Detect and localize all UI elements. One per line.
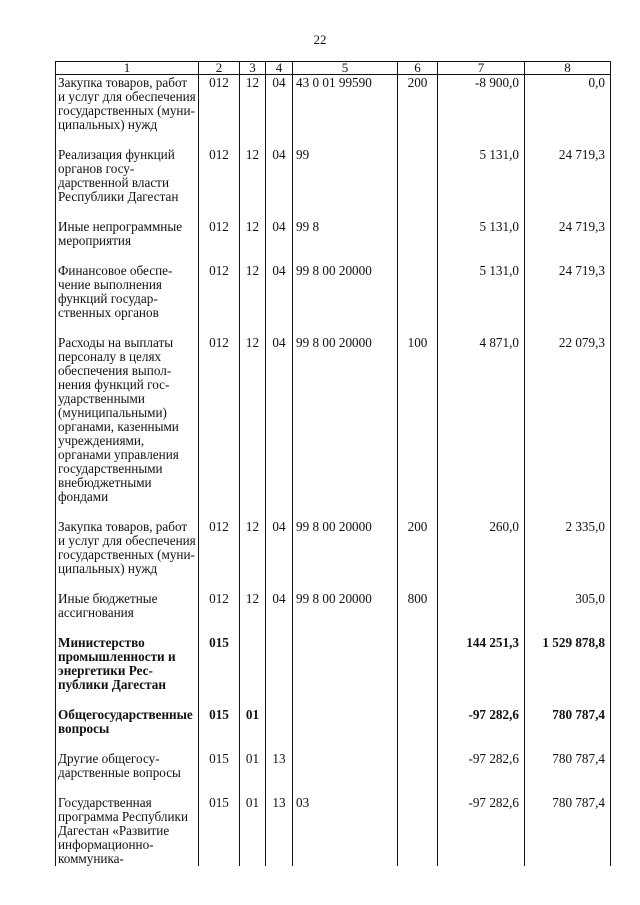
cell-col7 xyxy=(438,576,525,620)
cell-col5: 43 0 01 99590 xyxy=(293,75,398,133)
cell-col3: 12 xyxy=(240,204,266,248)
table-row xyxy=(56,132,611,204)
cell-col8: 24 719,3 xyxy=(525,204,611,248)
cell-col6 xyxy=(398,780,438,866)
cell-col6 xyxy=(398,132,438,204)
column-header: 3 xyxy=(240,62,266,75)
cell-col2: 012 xyxy=(199,75,240,133)
table-row xyxy=(56,576,611,620)
cell-col3: 01 xyxy=(240,692,266,736)
cell-col6 xyxy=(398,248,438,320)
cell-col4 xyxy=(266,620,293,692)
cell-col5: 99 xyxy=(293,132,398,204)
cell-name: Общегосударственные вопросы xyxy=(56,692,199,736)
cell-col5 xyxy=(293,620,398,692)
cell-col4: 13 xyxy=(266,736,293,780)
cell-col2: 015 xyxy=(199,780,240,866)
cell-col8: 0,0 xyxy=(525,75,611,133)
cell-col6: 800 xyxy=(398,576,438,620)
cell-name: Закупка товаров, работ и услуг для обеспечения государственных (муниципальных) нужд xyxy=(56,75,199,133)
cell-col4: 04 xyxy=(266,132,293,204)
table-body xyxy=(56,75,611,867)
cell-col8: 780 787,4 xyxy=(525,736,611,780)
cell-col6 xyxy=(398,692,438,736)
table-row xyxy=(56,780,611,866)
cell-col5: 99 8 00 20000 xyxy=(293,576,398,620)
cell-name: Иные непрограммные мероприятия xyxy=(56,204,199,248)
cell-col2: 015 xyxy=(199,692,240,736)
cell-name: Финансовое обеспечение выполнения функций государственных органов xyxy=(56,248,199,320)
cell-col2: 012 xyxy=(199,320,240,504)
column-header: 5 xyxy=(293,62,398,75)
column-header: 7 xyxy=(438,62,525,75)
cell-col4: 04 xyxy=(266,576,293,620)
page-number: 22 xyxy=(313,32,327,47)
cell-col4: 04 xyxy=(266,75,293,133)
cell-col3: 12 xyxy=(240,320,266,504)
cell-name: Закупка товаров, работ и услуг для обеспечения государственных (муниципальных) нужд xyxy=(56,504,199,576)
cell-col3: 12 xyxy=(240,248,266,320)
table-row xyxy=(56,248,611,320)
cell-name: Государственная программа Республики Дагестан «Развитие информационно-коммуника- xyxy=(56,780,199,866)
cell-col5: 03 xyxy=(293,780,398,866)
cell-col8: 780 787,4 xyxy=(525,780,611,866)
cell-col7: 260,0 xyxy=(438,504,525,576)
cell-col8: 24 719,3 xyxy=(525,132,611,204)
cell-col4: 04 xyxy=(266,204,293,248)
column-header: 6 xyxy=(398,62,438,75)
cell-col8: 2 335,0 xyxy=(525,504,611,576)
column-header: 1 xyxy=(56,62,199,75)
cell-col3: 12 xyxy=(240,504,266,576)
table-row xyxy=(56,75,611,133)
table-row xyxy=(56,320,611,504)
cell-col6: 200 xyxy=(398,504,438,576)
cell-col5: 99 8 xyxy=(293,204,398,248)
cell-col3: 12 xyxy=(240,75,266,133)
budget-table xyxy=(55,61,611,866)
cell-col2: 012 xyxy=(199,204,240,248)
cell-col2: 012 xyxy=(199,576,240,620)
table-row xyxy=(56,504,611,576)
cell-col3: 01 xyxy=(240,736,266,780)
cell-col5: 99 8 00 20000 xyxy=(293,504,398,576)
cell-col7: -97 282,6 xyxy=(438,692,525,736)
cell-name: Реализация функций органов государственной власти Республики Дагестан xyxy=(56,132,199,204)
cell-col8: 1 529 878,8 xyxy=(525,620,611,692)
table-row xyxy=(56,620,611,692)
cell-col7: 144 251,3 xyxy=(438,620,525,692)
cell-name: Расходы на выплаты персоналу в целях обеспечения выполнения функций государственными (муниципальными) органами, казенными учреждениями, органами управления государственными внебюджетными фондами xyxy=(56,320,199,504)
cell-col7: 5 131,0 xyxy=(438,204,525,248)
cell-name: Иные бюджетные ассигнования xyxy=(56,576,199,620)
cell-col6 xyxy=(398,736,438,780)
cell-col5: 99 8 00 20000 xyxy=(293,320,398,504)
cell-col7: -8 900,0 xyxy=(438,75,525,133)
cell-col2: 015 xyxy=(199,736,240,780)
cell-col7: 5 131,0 xyxy=(438,248,525,320)
cell-col2: 012 xyxy=(199,248,240,320)
cell-col6: 100 xyxy=(398,320,438,504)
cell-col2: 012 xyxy=(199,504,240,576)
cell-col4: 04 xyxy=(266,504,293,576)
cell-col8: 305,0 xyxy=(525,576,611,620)
cell-col3: 12 xyxy=(240,132,266,204)
cell-col7: 5 131,0 xyxy=(438,132,525,204)
cell-col5: 99 8 00 20000 xyxy=(293,248,398,320)
cell-col4: 13 xyxy=(266,780,293,866)
table-row xyxy=(56,692,611,736)
table-row xyxy=(56,204,611,248)
cell-col6: 200 xyxy=(398,75,438,133)
cell-col4: 04 xyxy=(266,320,293,504)
cell-col6 xyxy=(398,204,438,248)
cell-col8: 780 787,4 xyxy=(525,692,611,736)
cell-name: Другие общегосударственные вопросы xyxy=(56,736,199,780)
cell-col8: 22 079,3 xyxy=(525,320,611,504)
cell-col8: 24 719,3 xyxy=(525,248,611,320)
cell-col7: 4 871,0 xyxy=(438,320,525,504)
header-row xyxy=(56,62,611,75)
cell-col7: -97 282,6 xyxy=(438,736,525,780)
table-row xyxy=(56,736,611,780)
cell-col6 xyxy=(398,620,438,692)
column-header: 2 xyxy=(199,62,240,75)
cell-col5 xyxy=(293,736,398,780)
cell-col4: 04 xyxy=(266,248,293,320)
cell-col3: 01 xyxy=(240,780,266,866)
cell-col5 xyxy=(293,692,398,736)
cell-col2: 012 xyxy=(199,132,240,204)
cell-name: Министерство промышленности и энергетики Республики Дагестан xyxy=(56,620,199,692)
cell-col2: 015 xyxy=(199,620,240,692)
cell-col7: -97 282,6 xyxy=(438,780,525,866)
cell-col4 xyxy=(266,692,293,736)
column-header: 4 xyxy=(266,62,293,75)
cell-col3 xyxy=(240,620,266,692)
cell-col3: 12 xyxy=(240,576,266,620)
column-header: 8 xyxy=(525,62,611,75)
